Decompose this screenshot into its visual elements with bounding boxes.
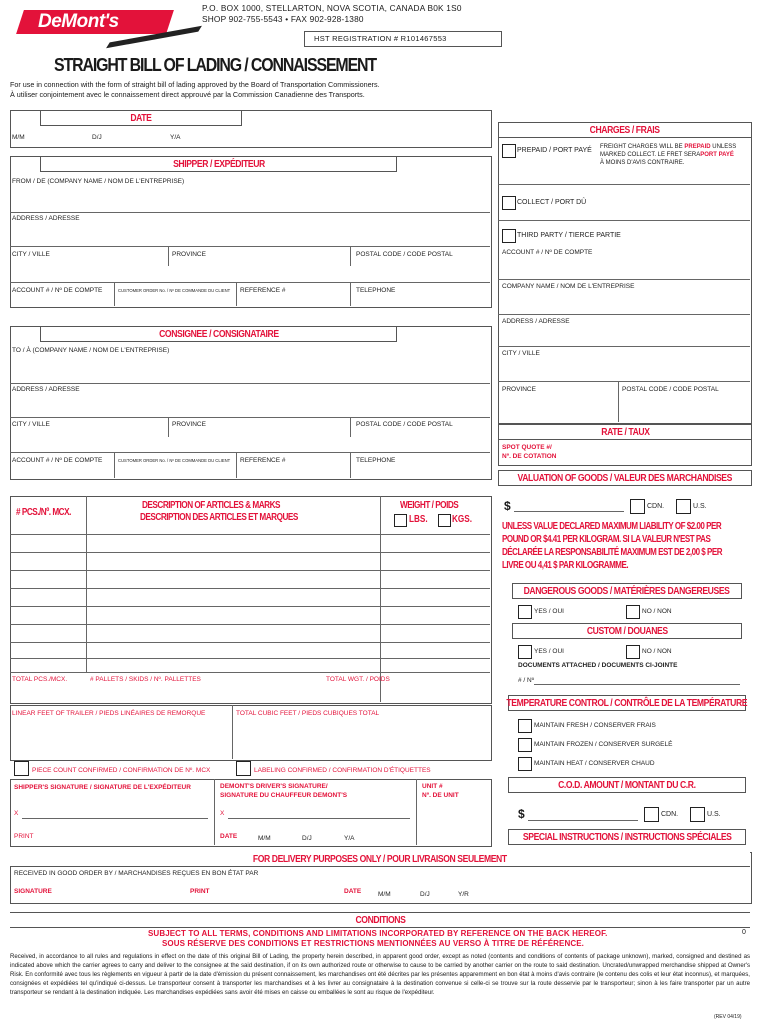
shipper-province-label: PROVINCE: [172, 251, 206, 258]
conditions-body: Received, in accordance to all rules and regulations in effect on the date of this original Bill of Lading, the property herein described, in apparent good order, except as noted (contents and conditions of contents of package unknown), marked, consigned and destined as indicated above which the carrier agrees to carry and deliver to the consignee at the said destination, if on its own authorized route or otherwise to cause to be carried by another carrier on the route to said destination. Uncrated/unwrapped merchandise shipped at Owner's Risk. En conformité avec tous les règlements en vigueur à partir de la date d'émission du présent connaissement, les marchandises ont été décrites par les présentes apparemment en bon état à moins d'avis contraire (le contenu des colis et leur état inconnus), et marquées, consignées et expédiées tel qu'indiqué ci-dessus. Le transporteur consent à transporter les marchandises et à les livrer au consignataire à la destination convenue si celle-ci se trouve sur la route desservie par le transporteur; sinon à les faire transporter par un autre transporteur se rendant à la destination indiquée. Les marchandises expédiées sans avoir été mises en caisse ou emballées le sont au risque de l'expéditeur.: [10, 953, 750, 996]
logo: [14, 6, 194, 46]
valuation-cdn-label: CDN.: [647, 503, 665, 510]
consignee-address-label: ADDRESS / ADRESSE: [12, 386, 80, 393]
delivery-date-mm: M/M: [378, 891, 391, 898]
linear-feet-label: LINEAR FEET OF TRAILER / PIEDS LINÉAIRES DE REMORQUE: [12, 710, 206, 717]
cod-amount-line[interactable]: [528, 820, 638, 821]
page-title: STRAIGHT BILL OF LADING / CONNAISSEMENT: [54, 54, 377, 75]
third-party-address-label: ADDRESS / ADRESSE: [502, 318, 570, 325]
prepaid-checkbox[interactable]: [502, 144, 516, 158]
revision-label: (REV 04/19): [714, 1014, 742, 1020]
dangerous-title-box: [512, 583, 742, 599]
intro-fr: À utiliser conjointement avec le connaissement direct approuvé par la Commission Canadienne des Transports.: [10, 90, 365, 99]
cod-us-label: U.S.: [707, 811, 721, 818]
dangerous-no-checkbox[interactable]: [626, 605, 640, 619]
consignee-city-label: CITY / VILLE: [12, 421, 50, 428]
sig-date-dd: D/J: [302, 835, 312, 842]
maintain-heat-label: MAINTAIN HEAT / CONSERVER CHAUD: [534, 760, 655, 767]
cod-title-box: [508, 777, 746, 793]
shipper-signature-label: SHIPPER'S SIGNATURE / SIGNATURE DE L'EXPÉDITEUR: [14, 784, 191, 791]
collect-label: COLLECT / PORT DÛ: [517, 199, 587, 206]
third-party-province-label: PROVINCE: [502, 386, 536, 393]
dangerous-no-label: NO / NON: [642, 608, 672, 615]
special-title: SPECIAL INSTRUCTIONS / INSTRUCTIONS SPÉCIALES: [522, 831, 732, 843]
third-party-postal-label: POSTAL CODE / CODE POSTAL: [622, 386, 719, 393]
driver-signature-label-2: SIGNATURE DU CHAUFFEUR DEMONT'S: [220, 792, 348, 799]
date-title: DATE: [130, 112, 152, 124]
delivery-date-label: DATE: [344, 888, 362, 895]
maintain-frozen-label: MAINTAIN FROZEN / CONSERVER SURGELÉ: [534, 741, 673, 748]
labeling-checkbox[interactable]: [236, 761, 251, 776]
shipper-customer-order-label: CUSTOMER ORDER No. / Nº DE COMMANDE DU CLIENT: [118, 288, 231, 293]
driver-sign-x: X: [220, 810, 225, 817]
charges-section: [498, 122, 752, 424]
pallets-label: # PALLETS / SKIDS / Nº. PALLETTES: [90, 676, 201, 683]
cod-us-checkbox[interactable]: [690, 807, 705, 822]
date-mm-label: M/M: [12, 134, 25, 141]
sig-date-mm: M/M: [258, 835, 271, 842]
rate-title-box: [498, 424, 752, 440]
third-party-account-label: ACCOUNT # / Nº DE COMPTE: [502, 249, 593, 256]
shipper-reference-label: REFERENCE #: [240, 287, 286, 294]
collect-checkbox[interactable]: [502, 196, 516, 210]
labeling-label: LABELING CONFIRMED / CONFIRMATION D'ÉTIQUETTES: [254, 767, 431, 774]
cod-title: C.O.D. AMOUNT / MONTANT DU C.R.: [558, 779, 696, 791]
charges-title-box: [498, 122, 752, 138]
maintain-heat-checkbox[interactable]: [518, 757, 532, 771]
description-header-fr: DESCRIPTION DES ARTICLES ET MARQUES: [140, 512, 298, 523]
conditions-title: CONDITIONS: [355, 914, 405, 926]
consignee-to-label: TO / À (COMPANY NAME / NOM DE L'ENTREPRISE): [12, 347, 170, 354]
liability-line-1: UNLESS VALUE DECLARED MAXIMUM LIABILITY OF $2.00 PER: [502, 521, 722, 532]
temperature-title-box: [508, 695, 746, 711]
delivery-title: FOR DELIVERY PURPOSES ONLY / POUR LIVRAISON SEULEMENT: [253, 853, 507, 865]
special-title-box: [508, 829, 746, 845]
third-party-checkbox[interactable]: [502, 229, 516, 243]
delivery-signature-label: SIGNATURE: [14, 888, 52, 895]
custom-title: CUSTOM / DOUANES: [586, 625, 668, 637]
unit-label-1: UNIT #: [422, 783, 443, 790]
piece-count-label: PIECE COUNT CONFIRMED / CONFIRMATION DE Nº. MCX: [32, 767, 211, 774]
cod-dollar: $: [518, 807, 525, 821]
shipper-sign-x: X: [14, 810, 19, 817]
consignee-customer-order-label: CUSTOMER ORDER No. / Nº DE COMMANDE DU CLIENT: [118, 458, 231, 463]
received-label: RECEIVED IN GOOD ORDER BY / MARCHANDISES REÇUES EN BON ÉTAT PAR: [14, 870, 259, 877]
kgs-label: KGS.: [452, 514, 473, 525]
charges-title: CHARGES / FRAIS: [590, 124, 660, 136]
sig-date-yy: Y/A: [344, 835, 355, 842]
conditions-line-en: SUBJECT TO ALL TERMS, CONDITIONS AND LIMITATIONS INCORPORATED BY REFERENCE ON THE BACK HEREOF.: [148, 929, 608, 938]
valuation-title-box: [498, 470, 752, 486]
custom-no-label: NO / NON: [642, 648, 672, 655]
consignee-title: CONSIGNEE / CONSIGNATAIRE: [158, 328, 279, 340]
cod-cdn-label: CDN.: [661, 811, 679, 818]
print-label: PRINT: [14, 833, 34, 840]
total-pcs-label: TOTAL PCS./MCX.: [12, 676, 68, 683]
shipper-title-box: [40, 156, 397, 172]
conditions-zero: 0: [742, 929, 746, 936]
shipper-from-label: FROM / DE (COMPANY NAME / NOM DE L'ENTREPRISE): [12, 178, 185, 185]
dangerous-yes-label: YES / OUI: [534, 608, 564, 615]
logo-text: DeMont's: [38, 11, 119, 32]
cod-cdn-checkbox[interactable]: [644, 807, 659, 822]
date-yy-label: Y/A: [170, 134, 181, 141]
company-address: P.O. BOX 1000, STELLARTON, NOVA SCOTIA, CANADA B0K 1S0: [202, 3, 462, 13]
third-party-city-label: CITY / VILLE: [502, 350, 540, 357]
maintain-fresh-label: MAINTAIN FRESH / CONSERVER FRAIS: [534, 722, 656, 729]
lbs-label: LBS.: [409, 514, 428, 525]
valuation-amount-line[interactable]: [514, 511, 624, 512]
liability-line-4: LIVRE OU 4,41 $ PAR KILOGRAMME.: [502, 560, 629, 571]
weight-header: WEIGHT / POIDS: [400, 500, 459, 511]
maintain-frozen-checkbox[interactable]: [518, 738, 532, 752]
shipper-address-label: ADDRESS / ADRESSE: [12, 215, 80, 222]
custom-yes-checkbox[interactable]: [518, 645, 532, 659]
prepaid-note: FREIGHT CHARGES WILL BE PREPAID UNLESS MARKED COLLECT. LE FRET SERAPORT PAYÉ À MOINS D'AVIS CONTRAIRE.: [600, 144, 737, 166]
pcs-column-header: # PCS./Nº. MCX.: [16, 507, 71, 518]
custom-yes-label: YES / OUI: [534, 648, 564, 655]
shipper-postal-label: POSTAL CODE / CODE POSTAL: [356, 251, 453, 258]
valuation-cdn-checkbox[interactable]: [630, 499, 645, 514]
consignee-postal-label: POSTAL CODE / CODE POSTAL: [356, 421, 453, 428]
company-phone: SHOP 902-755-5543 • FAX 902-928-1380: [202, 14, 364, 24]
documents-number-line[interactable]: [534, 684, 740, 685]
shipper-telephone-label: TELEPHONE: [356, 287, 396, 294]
liability-line-2: POUND OR $4.41 PER KILOGRAM. SI LA VALEUR N'EST PAS: [502, 534, 711, 545]
valuation-dollar: $: [504, 499, 511, 513]
delivery-title-box: [10, 852, 750, 867]
spot-quote-label-1: SPOT QUOTE #/: [502, 444, 552, 451]
dangerous-title: DANGEROUS GOODS / MATÉRIÈRES DANGEREUSES: [524, 585, 730, 597]
consignee-province-label: PROVINCE: [172, 421, 206, 428]
kgs-checkbox[interactable]: [438, 514, 451, 527]
delivery-date-yy: Y/R: [458, 891, 469, 898]
valuation-us-label: U.S.: [693, 503, 707, 510]
consignee-reference-label: REFERENCE #: [240, 457, 286, 464]
third-party-label: THIRD PARTY / TIERCE PARTIE: [517, 232, 621, 239]
valuation-us-checkbox[interactable]: [676, 499, 691, 514]
description-header-en: DESCRIPTION OF ARTICLES & MARKS: [142, 500, 280, 511]
lbs-checkbox[interactable]: [394, 514, 407, 527]
driver-signature-label-1: DEMONT'S DRIVER'S SIGNATURE/: [220, 783, 328, 790]
shipper-account-label: ACCOUNT # / Nº DE COMPTE: [12, 287, 103, 294]
valuation-title: VALUATION OF GOODS / VALEUR DES MARCHANDISES: [517, 472, 733, 484]
date-dd-label: D/J: [92, 134, 102, 141]
shipper-city-label: CITY / VILLE: [12, 251, 50, 258]
consignee-telephone-label: TELEPHONE: [356, 457, 396, 464]
shipper-title: SHIPPER / EXPÉDITEUR: [172, 158, 265, 170]
consignee-account-label: ACCOUNT # / Nº DE COMPTE: [12, 457, 103, 464]
documents-attached-label: DOCUMENTS ATTACHED / DOCUMENTS CI-JOINTE: [518, 662, 678, 669]
prepaid-label: PREPAID / PORT PAYÉ: [517, 147, 592, 154]
consignee-title-box: [40, 326, 397, 342]
custom-title-box: [512, 623, 742, 639]
intro-en: For use in connection with the form of straight bill of lading approved by the Board of Transportation Commissioners.: [10, 80, 380, 89]
rate-title: RATE / TAUX: [600, 426, 650, 438]
hst-registration: HST REGISTRATION # R101467553: [314, 34, 447, 43]
unit-label-2: Nº. DE UNIT: [422, 792, 459, 799]
custom-no-checkbox[interactable]: [626, 645, 640, 659]
sig-date-label: DATE: [220, 833, 238, 840]
dangerous-yes-checkbox[interactable]: [518, 605, 532, 619]
liability-line-3: DÉCLARÉE LA RESPONSABILITÉ MAXIMUM EST DE 2,00 $ PER: [502, 547, 723, 558]
spot-quote-label-2: Nº. DE COTATION: [502, 453, 557, 460]
conditions-title-box: [10, 912, 750, 928]
maintain-fresh-checkbox[interactable]: [518, 719, 532, 733]
temperature-title: TEMPERATURE CONTROL / CONTRÔLE DE LA TEMPÉRATURE: [506, 697, 748, 709]
conditions-line-fr: SOUS RÉSERVE DES CONDITIONS ET RESTRICTIONS MENTIONNÉES AU VERSO À TITRE DE RÉFÉRENCE.: [162, 939, 584, 948]
date-title-box: [40, 110, 242, 126]
piece-count-checkbox[interactable]: [14, 761, 29, 776]
cubic-feet-label: TOTAL CUBIC FEET / PIEDS CUBIQUES TOTAL: [236, 710, 380, 717]
third-party-company-label: COMPANY NAME / NOM DE L'ENTREPRISE: [502, 283, 635, 290]
documents-number-label: # / Nº: [518, 677, 535, 684]
total-weight-label: TOTAL WGT. / POIDS: [326, 676, 390, 683]
delivery-print-label: PRINT: [190, 888, 210, 895]
delivery-date-dd: D/J: [420, 891, 430, 898]
